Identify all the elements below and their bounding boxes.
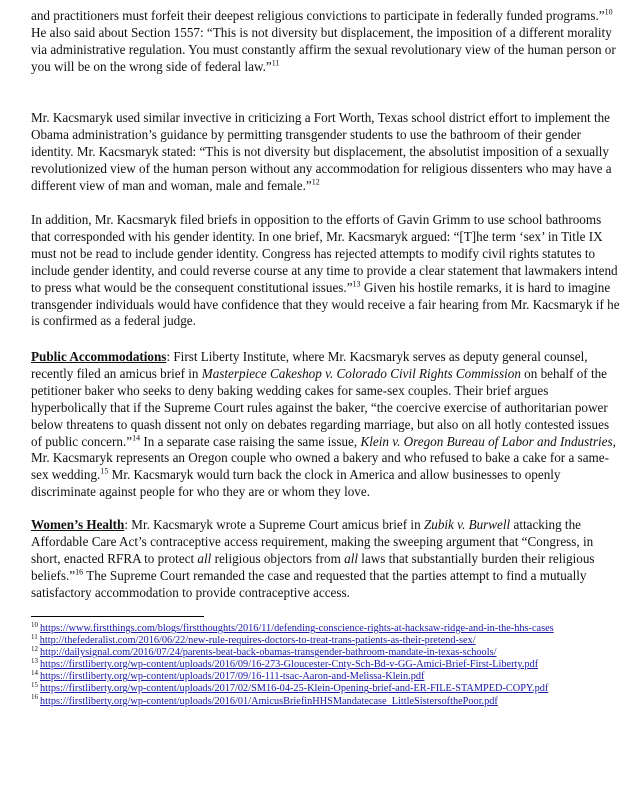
footnote-item bbox=[31, 693, 621, 708]
body-text: Mr. Kacsmaryk used similar invective in criticizing a Fort Worth, Texas school district effort to implement the Obama administration’s guidance by permitting transgender students to use the bathroom of their gender identity. Mr. Kacsmaryk stated: “This is not diversity but displacement, the absolutist imposition of a sexually revolutionized view of the human person without any accommodation for religious dissenters who may have a different view of man and woman, male and female.” bbox=[31, 110, 612, 193]
paragraph-public-accommodations bbox=[31, 349, 621, 501]
footnote-item bbox=[31, 668, 621, 683]
footnote-ref-16[interactable]: 16 bbox=[75, 567, 84, 577]
footnote-item bbox=[31, 644, 621, 659]
footnote-item bbox=[31, 620, 621, 635]
footnote-number: 15 bbox=[31, 681, 38, 690]
footnotes-list bbox=[31, 620, 621, 708]
paragraph-fort-worth bbox=[31, 110, 621, 195]
paragraph-section-1557 bbox=[31, 8, 621, 76]
body-text: and practitioners must forfeit their deepest religious convictions to participate in federally funded programs.” bbox=[31, 8, 605, 23]
body-text: attacking the Affordable Care Act’s contraceptive access requirement, making the sweeping argument that “Congress, in short, enacted RFRA to protect bbox=[31, 517, 594, 566]
footnote-link[interactable]: http://dailysignal.com/2016/07/24/parents-beat-back-obamas-transgender-bathroom-mandate-in-texas-schools/ bbox=[40, 647, 497, 659]
body-text: : Mr. Kacsmaryk wrote a Supreme Court amicus brief in bbox=[124, 517, 424, 532]
footnote-number: 10 bbox=[31, 620, 38, 629]
body-text: , Mr. Kacsmaryk represents an Oregon couple who owned a bakery and who refused to bake a cake for a same-sex wedding. bbox=[31, 433, 616, 483]
body-text: In a separate case raising the same issue, bbox=[140, 433, 361, 449]
footnote-link[interactable]: http://thefederalist.com/2016/06/22/new-rule-requires-doctors-to-treat-trans-patients-as-their-pretend-sex/ bbox=[39, 635, 476, 647]
footnote-divider bbox=[31, 616, 204, 617]
body-text: The Supreme Court remanded the case and requested that the parties attempt to find a mutually satisfactory accommodation to provide contraceptive access. bbox=[31, 567, 587, 600]
footnote-number: 11 bbox=[31, 632, 38, 641]
case-name: Zubik v. Burwell bbox=[423, 517, 511, 532]
footnote-ref-13[interactable]: 13 bbox=[352, 279, 361, 289]
footnote-ref-11[interactable]: 11 bbox=[271, 58, 280, 68]
body-text: In addition, Mr. Kacsmaryk filed briefs in opposition to the efforts of Gavin Grimm to use school bathrooms that corresponded with his gender identity. In one brief, Mr. Kacsmaryk argued: “[T]he term ‘sex’ in Title IX must not be read to include gender identity. Congress has rejected attempts to modify civil rights statutes to include gender identity, and could reverse course at any time to provide a clear statement that lawmakers intend to press what would be the consequent constitutional issues.” bbox=[31, 212, 618, 295]
footnote-link[interactable]: https://firstliberty.org/wp-content/uploads/2016/09/16-273-Gloucester-Cnty-Sch-Bd-v-GG-Amici-Brief-First-Liberty.pdf bbox=[40, 659, 539, 671]
footnote-number: 14 bbox=[31, 668, 38, 677]
footnote-ref-12[interactable]: 12 bbox=[311, 177, 320, 187]
footnote-link[interactable]: https://firstliberty.org/wp-content/uploads/2016/01/AmicusBriefinHHSMandatecase_LittleSistersofthePoor.pdf bbox=[40, 695, 498, 707]
paragraph-gavin-grimm bbox=[31, 212, 621, 330]
footnote-number: 12 bbox=[31, 644, 38, 653]
body-text: on behalf of the petitioner baker who seeks to deny baking wedding cakes for same-sex couples. Their brief argues hyperbolically that if the Supreme Court rules against the baker, “the coercive exercise of authoritarian power below threatens to quash dissent not only on debates regarding marriage, but also on all hotly contested issues of public concern.” bbox=[31, 365, 610, 449]
footnote-link[interactable]: https://www.firstthings.com/blogs/firstthoughts/2016/11/defending-conscience-rights-at-hacksaw-ridge-and-in-the-hhs-cases bbox=[40, 623, 554, 634]
body-text: laws that substantially burden their religious beliefs.” bbox=[31, 550, 595, 583]
emphasis: all bbox=[344, 550, 359, 566]
footnote-item bbox=[31, 656, 621, 671]
body-text: Mr. Kacsmaryk would turn back the clock in America and allow businesses to openly discriminate against people for who they are or whom they love. bbox=[31, 467, 561, 500]
footnote-ref-10[interactable]: 10 bbox=[604, 7, 613, 17]
case-name: Masterpiece Cakeshop v. Colorado Civil Rights Commission bbox=[201, 365, 521, 381]
section-heading-public-accommodations: Public Accommodations bbox=[31, 349, 167, 364]
body-text: Given his hostile remarks, it is hard to imagine transgender individuals would have confidence that they would receive a fair hearing from Mr. Kacsmaryk if he is confirmed as a federal judge. bbox=[31, 279, 620, 329]
footnote-ref-15[interactable]: 15 bbox=[100, 466, 109, 476]
emphasis: all bbox=[197, 550, 212, 566]
footnote-link[interactable]: https://firstliberty.org/wp-content/uploads/2017/09/16-111-tsac-Aaron-and-Melissa-Klein.pdf bbox=[40, 671, 425, 683]
footnote-item bbox=[31, 632, 621, 647]
footnote-number: 16 bbox=[31, 693, 38, 702]
footnote-number: 13 bbox=[31, 656, 38, 665]
body-text: : First Liberty Institute, where Mr. Kacsmaryk serves as deputy general counsel, recently filed an amicus brief in bbox=[31, 349, 588, 381]
footnote-item bbox=[31, 683, 621, 695]
paragraph-womens-health bbox=[31, 517, 621, 602]
footnote-ref-14[interactable]: 14 bbox=[132, 433, 141, 443]
body-text: He also said about Section 1557: “This is not diversity but displacement, the imposition of a different morality via administrative regulation. You must constantly affirm the sexual revolutionary view of the human person or you will be on the wrong side of federal law.” bbox=[31, 24, 616, 74]
section-heading-womens-health: Women’s Health bbox=[31, 517, 125, 532]
case-name: Klein v. Oregon Bureau of Labor and Industries bbox=[360, 433, 613, 449]
footnote-link[interactable]: https://firstliberty.org/wp-content/uploads/2017/02/SM16-04-25-Klein-Opening-brief-and-ER-FILE-STAMPED-COPY.pdf bbox=[40, 683, 549, 695]
body-text: religious objectors from bbox=[211, 550, 345, 566]
